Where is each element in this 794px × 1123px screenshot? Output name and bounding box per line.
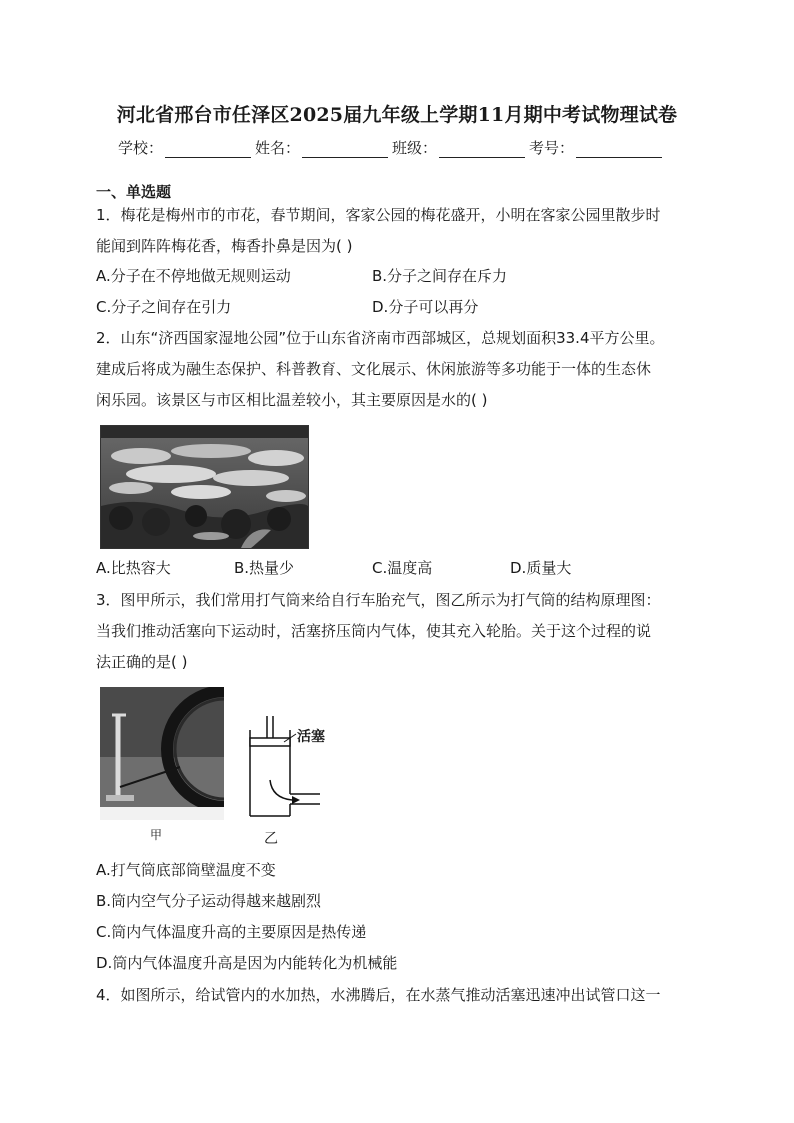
q1-option-d: D.分子可以再分 <box>372 298 479 316</box>
question-1-line-2: 能闻到阵阵梅花香，梅香扑鼻是因为( ) <box>96 237 353 255</box>
q3-option-a: A.打气筒底部筒壁温度不变 <box>96 861 276 879</box>
class-label: 班级： <box>392 139 438 157</box>
figure-caption-right: 乙 <box>264 831 278 847</box>
question-3-line-2: 当我们推动活塞向下运动时，活塞挤压筒内气体，使其充入轮胎。关于这个过程的说 <box>96 622 652 640</box>
number-blank <box>576 143 662 158</box>
question-2-line-3: 闲乐园。该景区与市区相比温差较小，其主要原因是水的( ) <box>96 391 488 409</box>
figure-caption-left: 甲 <box>150 828 163 842</box>
q3-option-d: D.筒内气体温度升高是因为内能转化为机械能 <box>96 954 398 972</box>
question-2-line-1: 2．山东“济西国家湿地公园”位于山东省济南市西部城区，总规划面积33.4平方公里。 <box>96 329 665 347</box>
q2-option-a: A.比热容大 <box>96 559 171 577</box>
q1-option-b: B.分子之间存在斥力 <box>372 267 508 285</box>
bicycle-pump-image <box>100 687 224 820</box>
student-info-line <box>118 137 698 158</box>
school-label: 学校： <box>118 139 164 157</box>
q2-option-b: B.热量少 <box>234 559 295 577</box>
question-3-line-1: 3．图甲所示，我们常用打气筒来给自行车胎充气，图乙所示为打气筒的结构原理图： <box>96 591 661 609</box>
name-label: 姓名： <box>255 139 301 157</box>
class-blank <box>439 143 525 158</box>
wetland-photo <box>100 425 309 549</box>
question-2-line-2: 建成后将成为融生态保护、科普教育、文化展示、休闲旅游等多功能于一体的生态休 <box>96 360 652 378</box>
pump-diagram-drawing <box>240 708 340 843</box>
page-title: 河北省邢台市任泽区2025届九年级上学期11月期中考试物理试卷 <box>116 104 678 126</box>
wetland-photo-image <box>101 426 308 548</box>
question-4-line-1: 4．如图所示，给试管内的水加热，水沸腾后，在水蒸气推动活塞迅速冲出试管口这一 <box>96 986 661 1004</box>
name-blank <box>302 143 388 158</box>
q2-option-d: D.质量大 <box>510 559 572 577</box>
piston-label: 活塞 <box>297 729 325 745</box>
number-label: 考号： <box>529 139 575 157</box>
q3-option-b: B.筒内空气分子运动得越来越剧烈 <box>96 892 322 910</box>
pump-structure-diagram <box>240 708 340 843</box>
question-3-line-3: 法正确的是( ) <box>96 653 188 671</box>
section-heading: 一、单选题 <box>96 183 172 201</box>
q2-option-c: C.温度高 <box>372 559 433 577</box>
bicycle-pump-photo <box>100 687 224 820</box>
q1-option-a: A.分子在不停地做无规则运动 <box>96 267 291 285</box>
school-blank <box>165 143 251 158</box>
q1-option-c: C.分子之间存在引力 <box>96 298 232 316</box>
question-1-line-1: 1．梅花是梅州市的市花，春节期间，客家公园的梅花盛开，小明在客家公园里散步时 <box>96 206 661 224</box>
q3-option-c: C.筒内气体温度升高的主要原因是热传递 <box>96 923 367 941</box>
